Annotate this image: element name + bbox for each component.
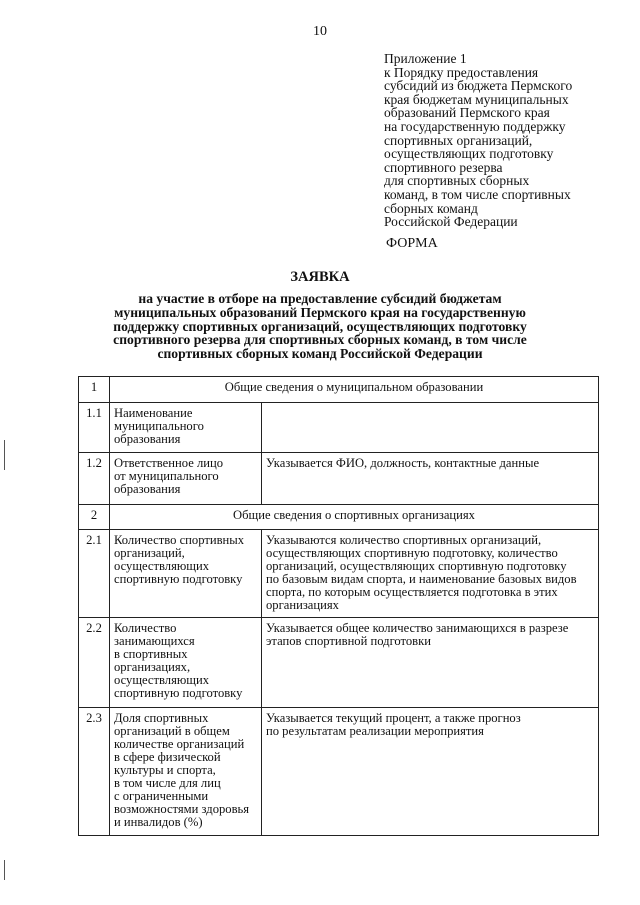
appendix-line: края бюджетам муниципальных [384, 91, 569, 107]
row-description [262, 453, 599, 505]
scan-edge-mark [4, 440, 5, 470]
subtitle-line: спортивного резерва для спортивных сборных команд, в том числе [113, 332, 527, 348]
row-name-line: организаций, [114, 545, 185, 560]
row-number: 1.2 [79, 453, 110, 505]
appendix-line: для спортивных сборных [384, 173, 530, 189]
row-number: 1.1 [79, 403, 110, 453]
appendix-block [384, 52, 616, 229]
appendix-line: осуществляющих подготовку [384, 146, 554, 162]
row-name-line: от муниципального [114, 468, 219, 483]
appendix-line: к Порядку предоставления [384, 64, 539, 80]
appendix-line: Российской Федерации [384, 214, 518, 230]
appendix-line: команд, в том числе спортивных [384, 186, 571, 202]
section-number: 1 [79, 377, 110, 403]
section-title: Общие сведения о муниципальном образовании [110, 377, 599, 403]
row-name-line: культуры и спорта, [114, 763, 216, 778]
row-name-line: с ограниченными [114, 788, 209, 803]
document-title: ЗАЯВКА [290, 269, 350, 285]
row-description-line: этапов спортивной подготовки [266, 634, 431, 649]
row-description-line: по базовым видам спорта, и наименование базовых видов [266, 571, 577, 586]
table-row [79, 403, 599, 453]
table-row [79, 708, 599, 835]
appendix-line: образований Пермского края [384, 105, 550, 121]
row-name-line: спортивную подготовку [114, 571, 243, 586]
row-name-line: осуществляющих [114, 558, 210, 573]
row-name [110, 403, 262, 453]
scan-edge-mark [4, 860, 5, 880]
table-row [79, 453, 599, 505]
row-number: 2.2 [79, 618, 110, 708]
subtitle-line: поддержку спортивных организаций, осуществляющих подготовку [113, 318, 527, 334]
row-name-line: спортивную подготовку [114, 685, 243, 700]
row-number: 2.3 [79, 708, 110, 835]
row-name-line: и инвалидов (%) [114, 814, 203, 829]
table-section-header [79, 377, 599, 403]
subtitle-line: на участие в отборе на предоставление субсидий бюджетам [138, 291, 502, 306]
row-name-line: в том числе для лиц [114, 775, 221, 790]
appendix-line: субсидий из бюджета Пермского [384, 78, 573, 94]
application-form-table [78, 376, 599, 836]
row-name-line: организаций в общем [114, 724, 230, 739]
subtitle-line: спортивных сборных команд Российской Федерации [157, 346, 483, 362]
row-name-line: возможностями здоровья [114, 801, 250, 816]
row-description-line: осуществляющих спортивную подготовку, количество [266, 545, 558, 560]
row-description-line: Указывается ФИО, должность, контактные данные [266, 456, 540, 470]
page-number: 10 [313, 24, 327, 39]
table-section-header [79, 505, 599, 530]
appendix-line: на государственную поддержку [384, 118, 566, 134]
row-description-line: организациях [266, 597, 339, 612]
row-name-line: Наименование [114, 406, 193, 420]
appendix-line: спортивных организаций, [384, 132, 533, 148]
row-description [262, 530, 599, 618]
row-description-line: по результатам реализации мероприятия [266, 724, 484, 739]
table-row [79, 530, 599, 618]
subtitle-line: муниципальных образований Пермского края на государственную [114, 304, 526, 320]
row-description [262, 708, 599, 835]
row-name-line: образования [114, 431, 181, 446]
row-name-line: Количество спортивных [114, 533, 245, 547]
section-title: Общие сведения о спортивных организациях [110, 505, 599, 530]
row-name-line: Доля спортивных [114, 711, 209, 726]
appendix-line: сборных команд [384, 200, 478, 216]
row-name-line: образования [114, 481, 181, 496]
row-name-line: Ответственное лицо [114, 456, 224, 470]
row-number: 2.1 [79, 530, 110, 618]
row-description-line: Указывается общее количество занимающихся в разрезе [266, 621, 569, 636]
row-name-line: занимающихся [114, 634, 195, 649]
table-row [79, 618, 599, 708]
form-label: ФОРМА [386, 236, 438, 251]
row-name-line: количестве организаций [114, 737, 245, 752]
row-name [110, 618, 262, 708]
row-name-line: Количество [114, 621, 177, 636]
row-name [110, 530, 262, 618]
row-name-line: организациях, [114, 660, 191, 675]
appendix-line: Приложение 1 [384, 51, 467, 66]
row-name-line: муниципального [114, 418, 204, 433]
appendix-line: спортивного резерва [384, 159, 503, 175]
row-description-line: организаций, осуществляющих спортивную подготовку [266, 558, 567, 573]
row-name [110, 708, 262, 835]
row-name-line: осуществляющих [114, 673, 210, 688]
row-description-line: Указываются количество спортивных организаций, [266, 533, 542, 547]
row-name-line: в сфере физической [114, 750, 221, 765]
row-name [110, 453, 262, 505]
document-subtitle [0, 292, 640, 361]
row-description-line: спорта, по которым осуществляется подготовка в этих [266, 584, 558, 599]
row-description [262, 403, 599, 453]
row-description [262, 618, 599, 708]
row-name-line: в спортивных [114, 647, 188, 662]
row-description-line: Указывается текущий процент, а также прогноз [266, 711, 521, 726]
section-number: 2 [79, 505, 110, 530]
